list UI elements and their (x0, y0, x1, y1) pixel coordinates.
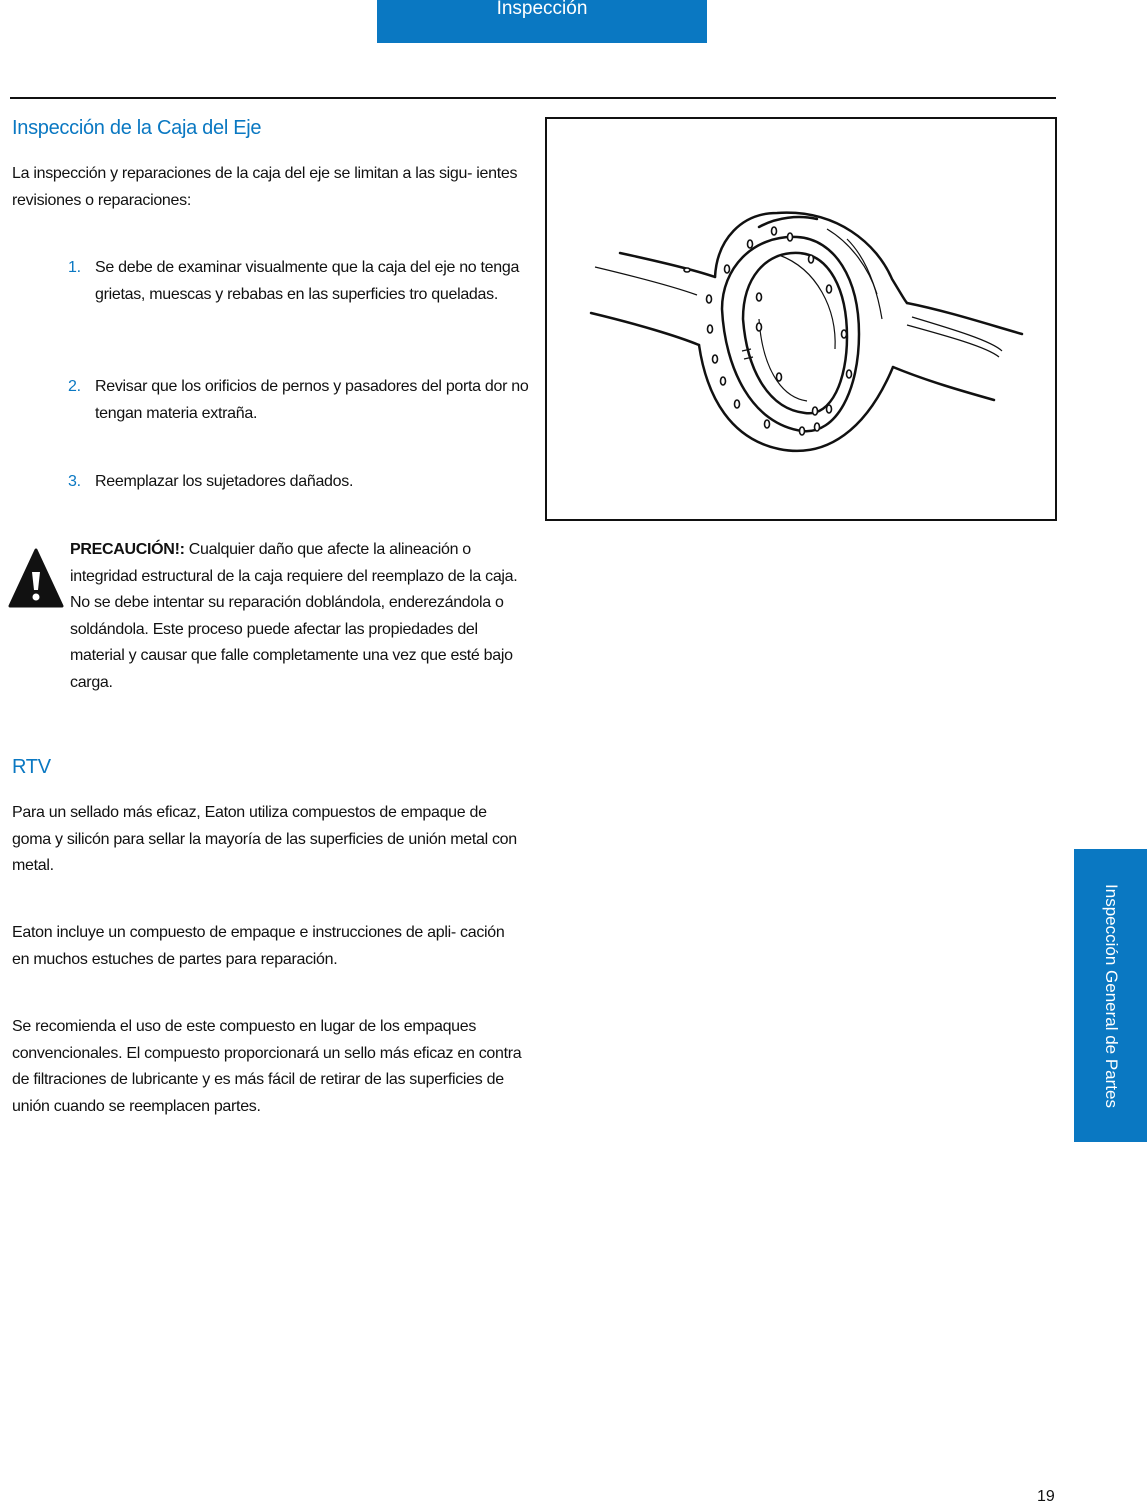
caution-note (70, 537, 520, 696)
header-tab-label: Inspección (496, 0, 588, 19)
page-number: 19 (1037, 1488, 1055, 1505)
list-item-number: 2. (68, 378, 81, 395)
axle-housing-figure (545, 117, 1057, 521)
list-item-text: Se debe de examinar visualmente que la caja del eje no tenga grietas, muescas y rebabas en las superficies tro queladas. (95, 259, 520, 303)
header-rule (10, 97, 1056, 99)
list-item (68, 255, 545, 308)
rtv-paragraph: Se recomienda el uso de este compuesto en lugar de los empaques convencionales. El compuesto proporcionará un sello más eficaz en contra de filtraciones de lubricante y es más fácil de retirar de las superficies de unión cuando se reemplacen partes. (12, 1018, 522, 1115)
section-intro: La inspección y reparaciones de la caja del eje se limitan a las sigu- ientes revisiones o reparaciones: (12, 165, 518, 209)
header-tab (377, 0, 707, 43)
axle-housing-illustration (547, 119, 1055, 519)
list-item-number: 1. (68, 259, 81, 276)
rtv-paragraph: Eaton incluye un compuesto de empaque e instrucciones de apli- cación en muchos estuches de partes para reparación. (12, 924, 505, 968)
caution-text: Cualquier daño que afecte la alineación o integridad estructural de la caja requiere del reemplazo de la caja. No se debe intentar su reparación doblándola, enderezándola o soldándola. Este proceso puede afectar las propiedades del material y causar que falle completamente una vez que esté bajo carga. (70, 541, 518, 691)
list-item-text: Reemplazar los sujetadores dañados. (95, 473, 354, 490)
caution-label: PRECAUCIÓN!: (70, 541, 185, 558)
section-title-rtv: RTV (12, 756, 51, 778)
rtv-paragraph: Para un sellado más eficaz, Eaton utiliza compuestos de empaque de goma y silicón para sellar la mayoría de las superficies de unión metal con metal. (12, 804, 517, 874)
list-item-text: Revisar que los orificios de pernos y pasadores del porta dor no tengan materia extraña. (95, 378, 529, 422)
list-item (68, 374, 545, 427)
list-item-number: 3. (68, 473, 81, 490)
side-tab (1074, 849, 1147, 1142)
warning-triangle-icon (8, 548, 64, 608)
side-tab-label: Inspección General de Partes (1101, 883, 1121, 1108)
list-item (68, 469, 545, 496)
section-title-axle-housing: Inspección de la Caja del Eje (12, 117, 262, 139)
